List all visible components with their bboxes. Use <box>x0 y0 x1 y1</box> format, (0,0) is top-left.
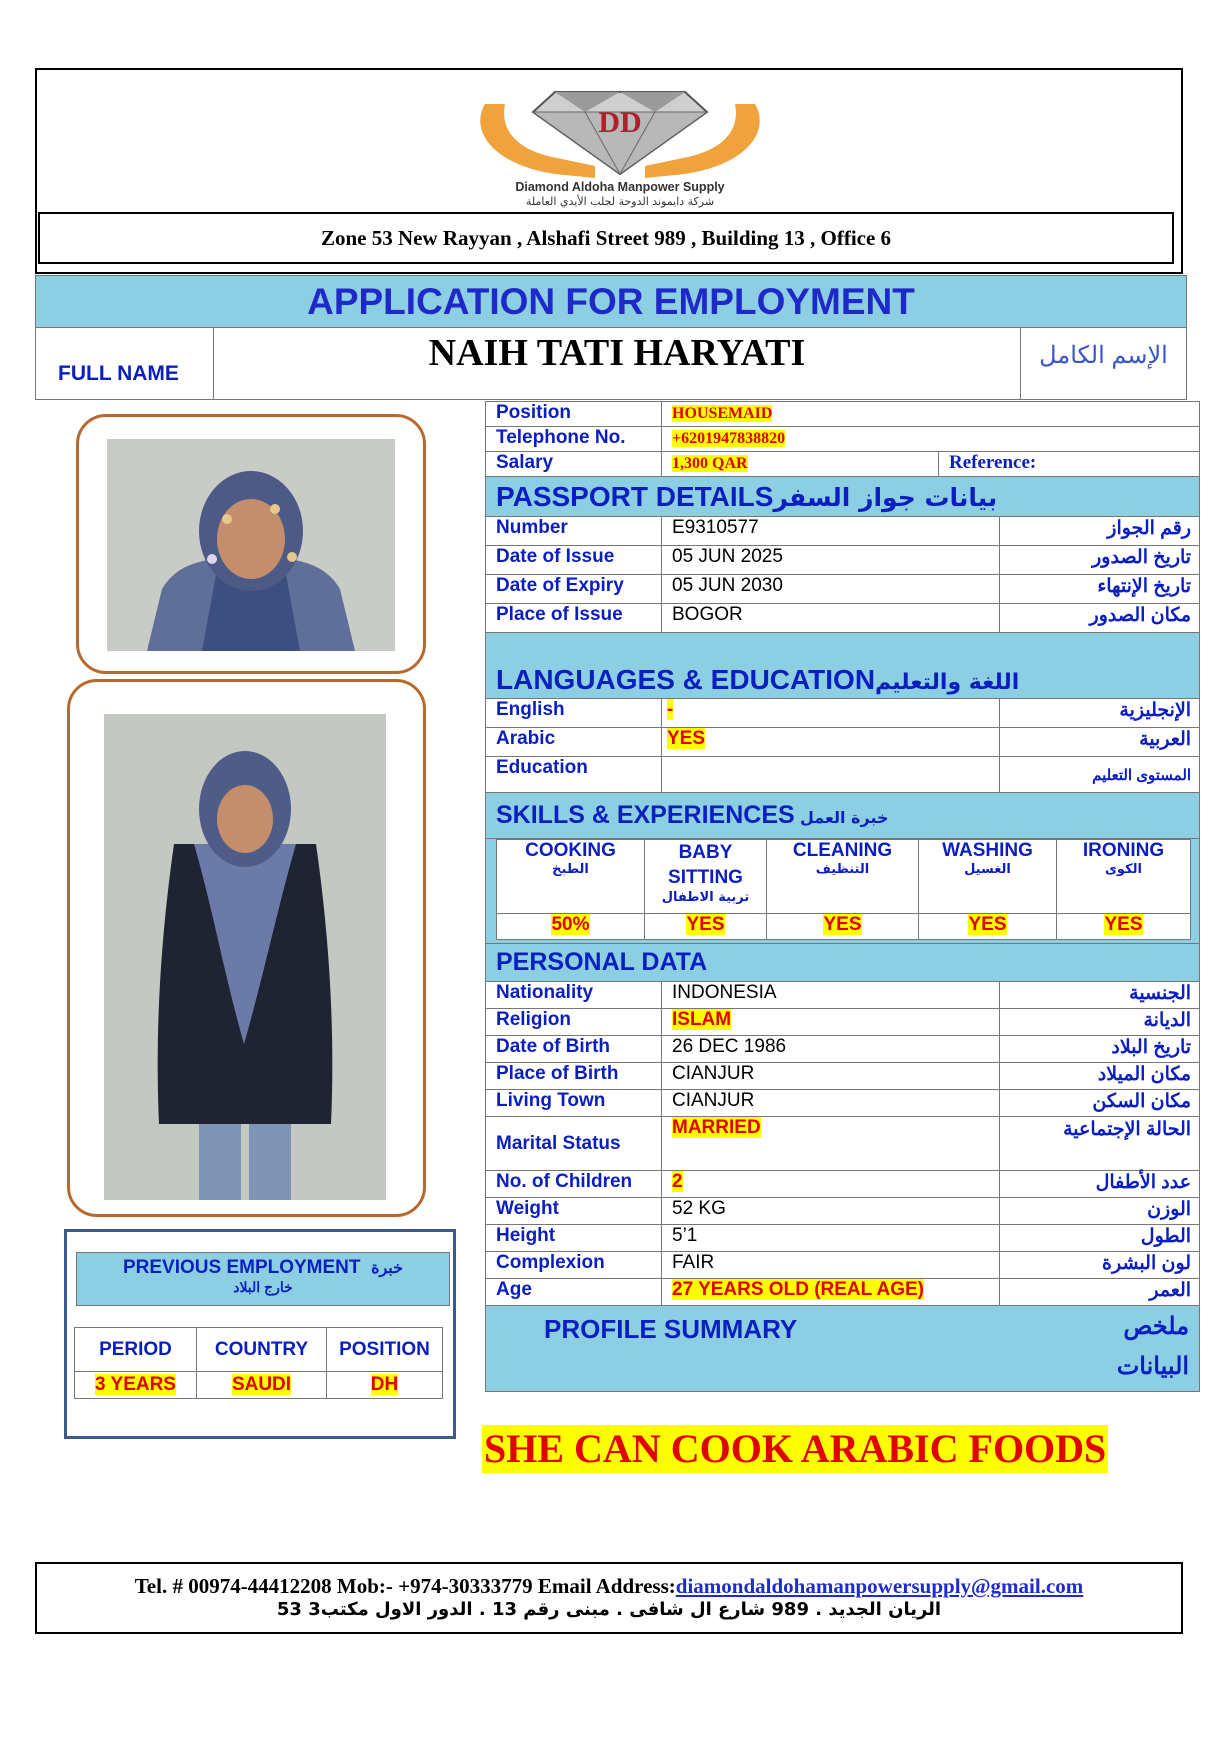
personal-row: Living Town CIANJUR مكان السكن <box>486 1090 1200 1117</box>
salary-row <box>486 452 1200 477</box>
footer-contact: Tel. # 00974-44412208 Mob:- +974-30333779 Email Address: <box>134 1574 676 1598</box>
education-label-ar: المستوى التعليم <box>1000 757 1200 793</box>
personal-row: No. of Children 2 عدد الأطفال <box>486 1171 1200 1198</box>
position-value: HOUSEMAID <box>672 405 773 422</box>
english-value: - <box>667 699 674 720</box>
personal-row: Age 27 YEARS OLD (REAL AGE) العمر <box>486 1279 1200 1306</box>
telephone-row <box>486 427 1200 452</box>
passport-title-ar: بيانات جواز السفر <box>773 482 998 512</box>
skill-baby-sitting: BABY SITTING تربية الاطفال <box>645 840 767 914</box>
svg-text:DD: DD <box>598 106 642 139</box>
skill-ironing-value: YES <box>1104 914 1143 935</box>
passport-place-label: Place of Issue <box>486 604 662 633</box>
footer <box>35 1562 1183 1634</box>
diamond-hands-logo-icon <box>445 74 795 208</box>
passport-issue-label-ar: تاريخ الصدور <box>1000 546 1200 575</box>
telephone-value: +6201947838820 <box>672 430 786 447</box>
skill-cooking-value: 50% <box>551 914 590 935</box>
company-logo <box>445 74 795 208</box>
profile-summary-note: SHE CAN COOK ARABIC FOODS <box>484 1426 1107 1471</box>
education-label: Education <box>486 757 662 793</box>
personal-row: Date of Birth 26 DEC 1986 تاريخ البلاد <box>486 1036 1200 1063</box>
skill-ironing: IRONING الكوى <box>1057 840 1191 914</box>
reference-label: Reference: <box>939 452 1200 477</box>
previous-employment-table: PERIOD COUNTRY POSITION 3 YEARS SAUDI DH <box>74 1327 443 1399</box>
skill-cleaning-value: YES <box>823 914 862 935</box>
footer-email-link[interactable]: diamondaldohamanpowersupply@gmail.com <box>675 1574 1084 1598</box>
passport-issue-value: 05 JUN 2025 <box>662 546 1000 575</box>
previous-employment-box <box>64 1229 456 1439</box>
passport-number-label: Number <box>486 517 662 546</box>
arabic-label: Arabic <box>486 728 662 757</box>
position-label: Position <box>486 402 662 427</box>
passport-expiry-label-ar: تاريخ الإنتهاء <box>1000 575 1200 604</box>
personal-row: Marital Status MARRIED الحالة الإجتماعية <box>486 1117 1200 1171</box>
footer-address-ar: 53 الريان الجديد . 989 شارع ال شافى . مبنى رقم 13 . الدور الاول مكتب3 <box>276 1599 942 1620</box>
languages-title-ar: اللغة والتعليم <box>875 670 1020 695</box>
skills-title-ar: خبرة العمل <box>799 808 889 827</box>
passport-section-header <box>486 477 1200 517</box>
passport-row <box>486 604 1200 633</box>
skill-cooking: COOKING الطبخ <box>497 840 645 914</box>
passport-place-value: BOGOR <box>662 604 1000 633</box>
skills-table <box>496 839 1191 940</box>
passport-issue-label: Date of Issue <box>486 546 662 575</box>
logo-text-ar: شركة دايموند الدوحة لجلب الأيدي العاملة <box>525 195 715 208</box>
profile-summary-section <box>486 1306 1200 1392</box>
profile-summary-title-ar: ملخص <box>1123 1313 1190 1340</box>
passport-title: PASSPORT DETAILS <box>496 480 774 512</box>
full-name-value: NAIH TATI HARYATI <box>428 332 806 374</box>
skill-washing: WASHING الغسيل <box>919 840 1057 914</box>
passport-expiry-label: Date of Expiry <box>486 575 662 604</box>
profile-summary-title: PROFILE SUMMARY <box>544 1314 798 1344</box>
passport-row <box>486 546 1200 575</box>
personal-row: Height 5’1 الطول <box>486 1225 1200 1252</box>
skills-title: SKILLS & EXPERIENCES <box>496 801 795 829</box>
full-body-photo <box>104 714 386 1200</box>
full-name-label-ar: الإسم الكامل <box>1020 328 1186 399</box>
logo-text-en: Diamond Aldoha Manpower Supply <box>515 180 725 194</box>
personal-section-header: PERSONAL DATA <box>486 944 1200 982</box>
arabic-value: YES <box>667 728 706 749</box>
personal-row: Place of Birth CIANJUR مكان الميلاد <box>486 1063 1200 1090</box>
salary-label: Salary <box>486 452 662 477</box>
passport-row <box>486 517 1200 546</box>
personal-row: Religion ISLAM الديانة <box>486 1009 1200 1036</box>
skill-washing-value: YES <box>968 914 1007 935</box>
passport-place-label-ar: مكان الصدور <box>1000 604 1200 633</box>
previous-employment-title: PREVIOUS EMPLOYMENT خبرة خارج البلاد <box>76 1252 450 1306</box>
profile-summary-title-ar-2: البيانات <box>1116 1353 1190 1380</box>
personal-row: Weight 52 KG الوزن <box>486 1198 1200 1225</box>
full-name-row <box>35 327 1187 400</box>
languages-section-header <box>486 633 1200 699</box>
passport-expiry-value: 05 JUN 2030 <box>662 575 1000 604</box>
passport-number-value: E9310577 <box>662 517 1000 546</box>
portrait-photo <box>107 439 395 651</box>
passport-number-label-ar: رقم الجواز <box>1000 517 1200 546</box>
company-address: Zone 53 New Rayyan , Alshafi Street 989 , Building 13 , Office 6 <box>38 212 1174 264</box>
full-body-photo-frame <box>67 679 426 1217</box>
skill-cleaning: CLEANING التنظيف <box>767 840 919 914</box>
education-value <box>662 757 1000 793</box>
language-row <box>486 728 1200 757</box>
full-name-label: FULL NAME <box>36 328 214 399</box>
telephone-label: Telephone No. <box>486 427 662 452</box>
language-row <box>486 699 1200 728</box>
salary-value: 1,300 QAR <box>672 455 748 472</box>
language-row <box>486 757 1200 793</box>
personal-row: Complexion FAIR لون البشرة <box>486 1252 1200 1279</box>
skills-section-header <box>486 793 1200 839</box>
position-row <box>486 402 1200 427</box>
skill-baby-sitting-value: YES <box>686 914 725 935</box>
english-label: English <box>486 699 662 728</box>
passport-row <box>486 575 1200 604</box>
arabic-label-ar: العربية <box>1000 728 1200 757</box>
application-details <box>485 401 1199 1392</box>
page-title: APPLICATION FOR EMPLOYMENT <box>35 275 1187 328</box>
english-label-ar: الإنجليزية <box>1000 699 1200 728</box>
portrait-photo-frame <box>76 414 426 674</box>
personal-row: Nationality INDONESIA الجنسية <box>486 982 1200 1009</box>
languages-title: LANGUAGES & EDUCATION <box>496 664 876 695</box>
